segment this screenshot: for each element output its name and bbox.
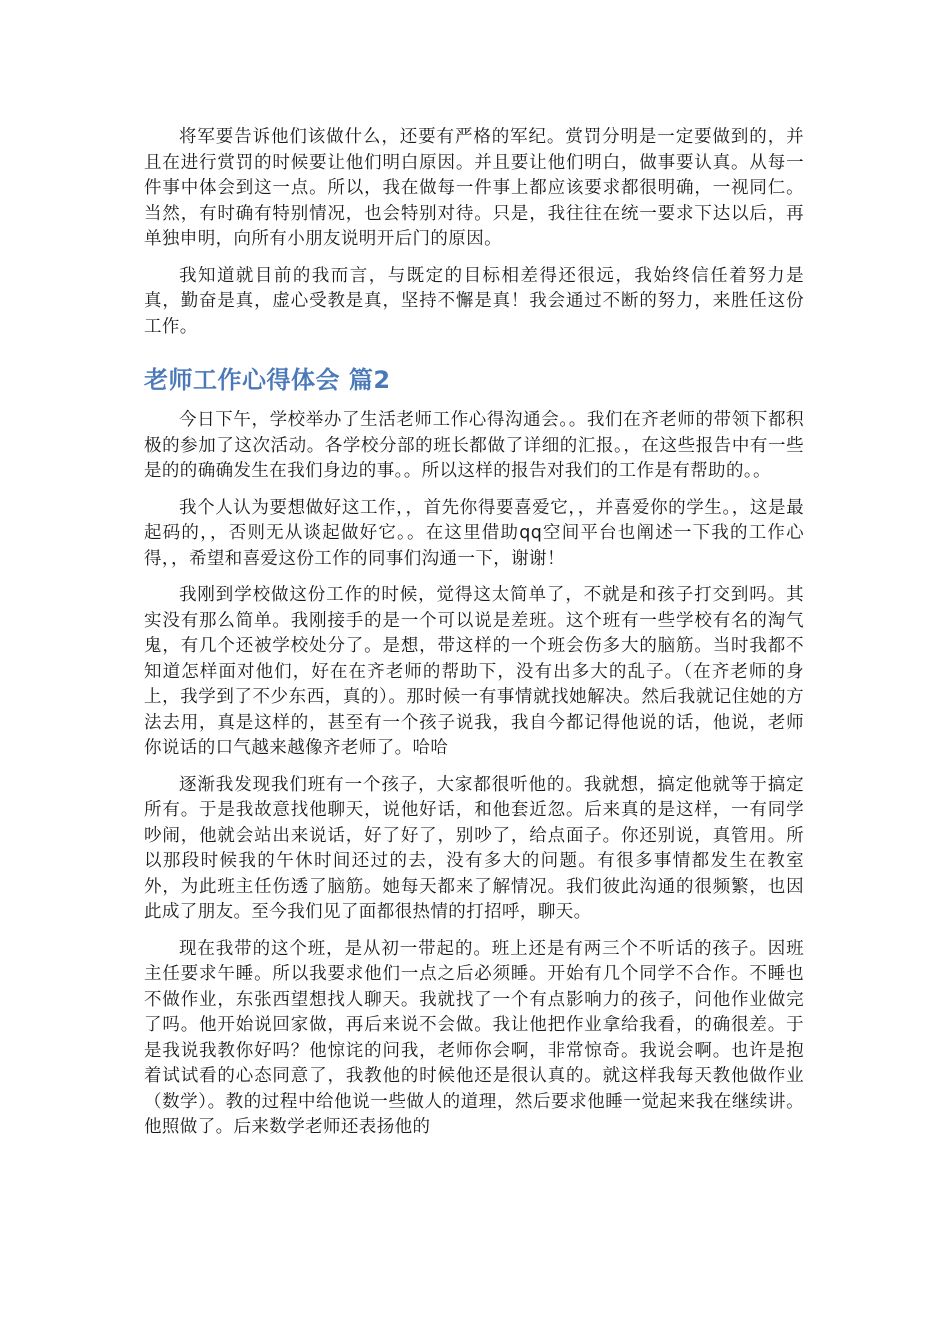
paragraph: 现在我带的这个班，是从初一带起的。班上还是有两三个不听话的孩子。因班主任要求午睡。所以我要求他们一点之后必须睡。开始有几个同学不合作。不睡也不做作业，东张西望想找人聊天。我就找了一个有点影响力的孩子，问他作业做完了吗。他开始说回家做，再后来说不会做。我让他把作业拿给我看，的确很差。于是我说我教你好吗？他惊诧的问我，老师你会啊，非常惊奇。我说会啊。也许是抱着试试看的心态同意了，我教他的时候他还是很认真的。就这样我每天教他做作业（数学）。教的过程中给他说一些做人的道理，然后要求他睡一觉起来我在继续讲。他照做了。后来数学老师还表扬他的 [144,938,804,1137]
paragraph: 我个人认为要想做好这工作，，首先你得要喜爱它，，并喜爱你的学生。，这是最起码的，，否则无从谈起做好它。。在这里借助qq空间平台也阐述一下我的工作心得，，希望和喜爱这份工作的同事们沟通一下，谢谢！ [144,497,804,569]
paragraph: 我刚到学校做这份工作的时候，觉得这太简单了，不就是和孩子打交到吗。其实没有那么简单。我刚接手的是一个可以说是差班。这个班有一些学校有名的淘气鬼，有几个还被学校处分了。是想，带这样的一个班会伤多大的脑筋。当时我都不知道怎样面对他们，好在在齐老师的帮助下，没有出多大的乱子。（在齐老师的身上，我学到了不少东西，真的）。那时候一有事情就找她解决。然后我就记住她的方法去用，真是这样的，甚至有一个孩子说我，我自今都记得他说的话，他说，老师你说话的口气越来越像齐老师了。哈哈 [144,585,804,758]
paragraph: 我知道就目前的我而言，与既定的目标相差得还很远，我始终信任着努力是真，勤奋是真，虚心受教是真，坚持不懈是真！我会通过不断的努力，来胜任这份工作。 [144,265,804,337]
paragraph: 将军要告诉他们该做什么，还要有严格的军纪。赏罚分明是一定要做到的，并且在进行赏罚的时候要让他们明白原因。并且要让他们明白，做事要认真。从每一件事中体会到这一点。所以，我在做每一件事上都应该要求都很明确，一视同仁。当然，有时确有特别情况，也会特别对待。只是，我往往在统一要求下达以后，再单独申明，向所有小朋友说明开后门的原因。 [144,127,804,249]
document-body [144,125,804,1152]
paragraph: 今日下午，学校举办了生活老师工作心得沟通会。。我们在齐老师的带领下都积极的参加了这次活动。各学校分部的班长都做了详细的汇报。，在这些报告中有一些是的的确确发生在我们身边的事。。所以这样的报告对我们的工作是有帮助的。。 [144,410,804,481]
paragraph: 逐渐我发现我们班有一个孩子，大家都很听他的。我就想，搞定他就等于搞定所有。于是我故意找他聊天，说他好话，和他套近忽。后来真的是这样，一有同学吵闹，他就会站出来说话，好了好了，别吵了，给点面子。你还别说，真管用。所以那段时候我的午休时间还过的去，没有多大的问题。有很多事情都发生在教室外，为此班主任伤透了脑筋。她每天都来了解情况。我们彼此沟通的很频繁，也因此成了朋友。至今我们见了面都很热情的打招呼，聊天。 [144,774,804,922]
section-heading: 老师工作心得体会 篇2 [144,366,391,394]
